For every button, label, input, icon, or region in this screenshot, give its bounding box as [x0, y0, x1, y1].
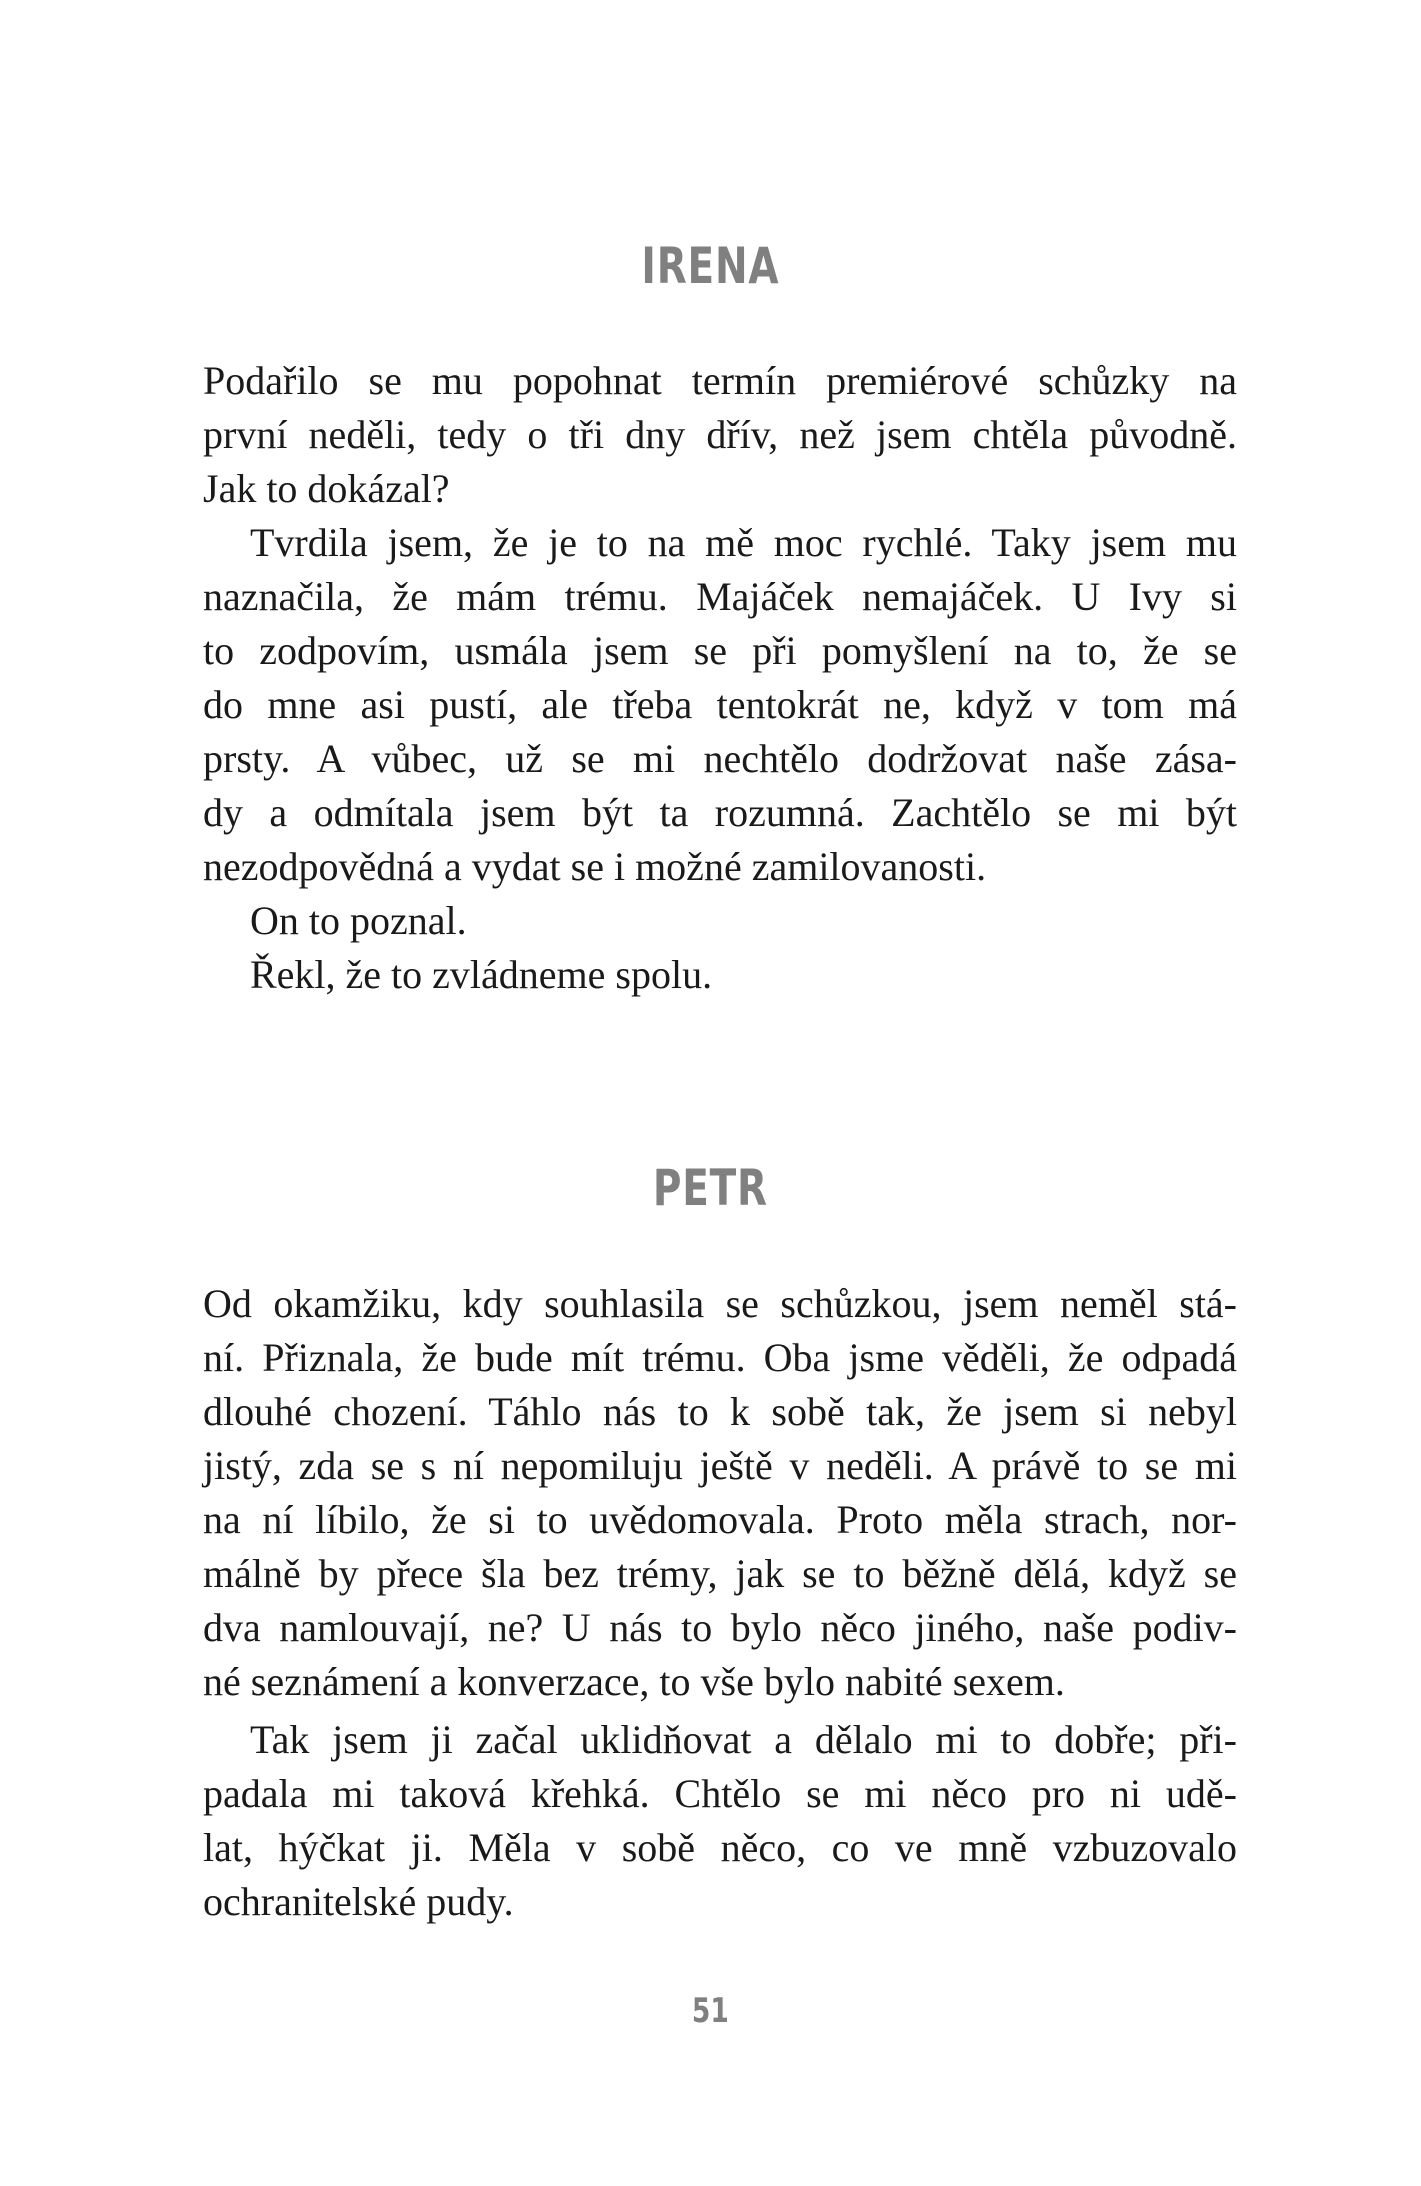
text-line: padala mi taková křehká. Chtělo se mi něco pro ni udě-: [203, 1771, 1237, 1816]
text-line: Jak to dokázal?: [203, 466, 450, 511]
text-line: nezodpovědná a vydat se i možné zamilovanosti.: [203, 844, 987, 889]
text-line: lat, hýčkat ji. Měla v sobě něco, co ve mně vzbuzovalo: [203, 1825, 1237, 1870]
text-line: ní. Přiznala, že bude mít trému. Oba jsme věděli, že odpadá: [203, 1335, 1237, 1380]
text-line: Podařilo se mu popohnat termín premiérové schůzky na: [203, 358, 1237, 403]
text-line: On to poznal.: [250, 898, 467, 943]
text-line: Od okamžiku, kdy souhlasila se schůzkou, jsem neměl stá-: [203, 1281, 1237, 1326]
section-heading-irena: IRENA: [641, 237, 780, 295]
text-line: dva namlouvají, ne? U nás to bylo něco jiného, naše podiv-: [203, 1605, 1237, 1650]
section-heading-petr: PETR: [652, 1159, 768, 1217]
text-line: dlouhé chození. Táhlo nás to k sobě tak, že jsem si nebyl: [203, 1389, 1237, 1434]
text-line: dy a odmítala jsem být ta rozumná. Zachtělo se mi být: [203, 790, 1237, 835]
text-line: na ní líbilo, že si to uvědomovala. Proto měla strach, nor-: [203, 1497, 1237, 1542]
text-line: to zodpovím, usmála jsem se při pomyšlení na to, že se: [203, 628, 1237, 673]
text-line: ochranitelské pudy.: [203, 1879, 514, 1924]
text-line: né seznámení a konverzace, to vše bylo nabité sexem.: [203, 1659, 1065, 1704]
text-line: naznačila, že mám trému. Majáček nemajáček. U Ivy si: [203, 574, 1237, 619]
text-line: Tak jsem ji začal uklidňovat a dělalo mi to dobře; při-: [250, 1717, 1237, 1762]
text-line: do mne asi pustí, ale třeba tentokrát ne, když v tom má: [203, 682, 1237, 727]
text-line: prsty. A vůbec, už se mi nechtělo dodržovat naše zása-: [203, 736, 1237, 781]
text-line: málně by přece šla bez trémy, jak se to běžně dělá, když se: [203, 1551, 1237, 1596]
text-line: první neděli, tedy o tři dny dřív, než jsem chtěla původně.: [203, 412, 1237, 457]
text-line: Řekl, že to zvládneme spolu.: [250, 952, 713, 997]
page-number: 51: [691, 1991, 729, 2031]
text-line: jistý, zda se s ní nepomiluju ještě v neděli. A právě to se mi: [203, 1443, 1237, 1488]
text-line: Tvrdila jsem, že je to na mě moc rychlé. Taky jsem mu: [250, 520, 1237, 565]
